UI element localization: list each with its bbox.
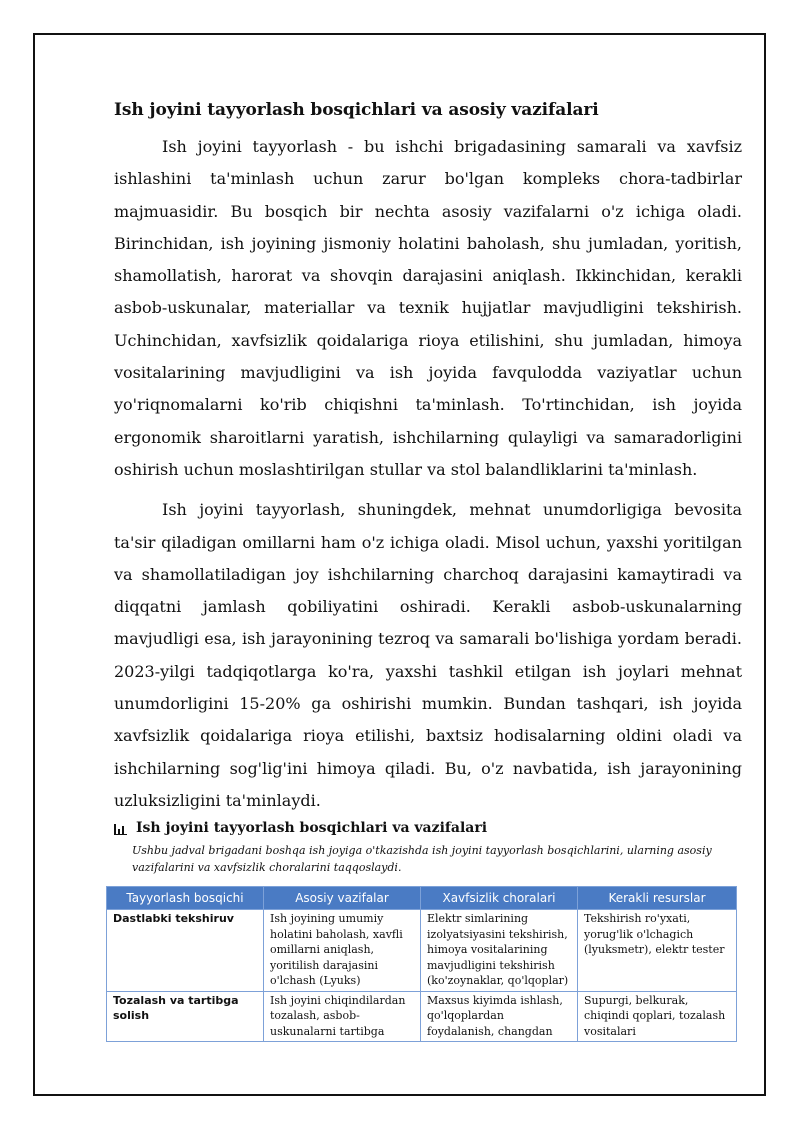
table-cell: Tekshirish ro'yxati, yorug'lik o'lchagich (lyuksmetr), elektr tester xyxy=(578,910,737,992)
table-cell: Ish joyining umumiy holatini baholash, xavfli omillarni aniqlash, yoritilish darajasini o'lchash (Lyuks) xyxy=(264,910,421,992)
table-cell: Elektr simlarining izolyatsiyasini tekshirish, himoya vositalarining mavjudligini tekshirish (ko'zoynaklar, qo'lqoplar) xyxy=(421,910,578,992)
column-header: Kerakli resurslar xyxy=(578,887,737,910)
table-row xyxy=(107,910,737,992)
table-caption-block xyxy=(114,812,734,885)
paragraph-1: Ish joyini tayyorlash - bu ishchi brigadasining samarali va xavfsiz ishlashini ta'minlash uchun zarur bo'lgan kompleks chora-tadbirlar majmuasidir. Bu bosqich bir nechta asosiy vazifalarni o'z ichiga oladi. Birinchidan, ish joyining jismoniy holatini baholash, shu jumladan, yoritish, shamollatish, harorat va shovqin darajasini aniqlash. Ikkinchidan, kerakli asbob-uskunalar, materiallar va texnik hujjatlar mavjudligini tekshirish. Uchinchidan, xavfsizlik qoidalariga rioya etilishini, shu jumladan, himoya vositalarining mavjudligini va ish joyida favqulodda vaziyatlar uchun yo'riqnomalarni ko'rib chiqishni ta'minlash. To'rtinchidan, ish joyida ergonomik sharoitlarni yaratish, ishchilarning qulayligi va samaradorligini oshirish uchun moslashtirilgan stullar va stol balandliklarini ta'minlash. xyxy=(114,137,742,479)
table-header-row xyxy=(107,887,737,910)
table-cell-stage: Dastlabki tekshiruv xyxy=(107,910,264,992)
column-header: Xavfsizlik choralari xyxy=(421,887,578,910)
table-cell: Maxsus kiyimda ishlash, qo'lqoplardan foydalanish, changdan xyxy=(421,991,578,1042)
table-caption xyxy=(114,820,734,836)
bar-chart-icon xyxy=(114,822,128,835)
table-description: Ushbu jadval brigadani boshqa ish joyiga o'tkazishda ish joyini tayyorlash bosqichlarini, ularning asosiy vazifalarini va xavfsizlik choralarini taqqoslaydi. xyxy=(132,844,712,874)
table-title: Ish joyini tayyorlash bosqichlari va vazifalari xyxy=(136,820,488,836)
section-heading: Ish joyini tayyorlash bosqichlari va asosiy vazifalari xyxy=(114,100,599,120)
table-cell: Supurgi, belkurak, chiqindi qoplari, tozalash vositalari xyxy=(578,991,737,1042)
column-header: Asosiy vazifalar xyxy=(264,887,421,910)
column-header: Tayyorlash bosqichi xyxy=(107,887,264,910)
document-body xyxy=(114,100,742,825)
stages-table xyxy=(106,886,737,1042)
table-row xyxy=(107,991,737,1042)
table-cell-stage: Tozalash va tartibga solish xyxy=(107,991,264,1042)
table-cell: Ish joyini chiqindilardan tozalash, asbob-uskunalarni tartibga xyxy=(264,991,421,1042)
paragraph-2: Ish joyini tayyorlash, shuningdek, mehnat unumdorligiga bevosita ta'sir qiladigan omillarni ham o'z ichiga oladi. Misol uchun, yaxshi yoritilgan va shamollatiladigan joy ishchilarning charchoq darajasini kamaytiradi va diqqatni jamlash qobiliyatini oshiradi. Kerakli asbob-uskunalarning mavjudligi esa, ish jarayonining tezroq va samarali bo'lishiga yordam beradi. 2023-yilgi tadqiqotlarga ko'ra, yaxshi tashkil etilgan ish joylari mehnat unumdorligini 15-20% ga oshirishi mumkin. Bundan tashqari, ish joyida xavfsizlik qoidalariga rioya etilishi, baxtsiz hodisalarning oldini oladi va ishchilarning sog'lig'ini himoya qiladi. Bu, o'z navbatida, ish jarayonining uzluksizligini ta'minlaydi. xyxy=(114,500,742,810)
table-viewport xyxy=(100,886,750,1052)
